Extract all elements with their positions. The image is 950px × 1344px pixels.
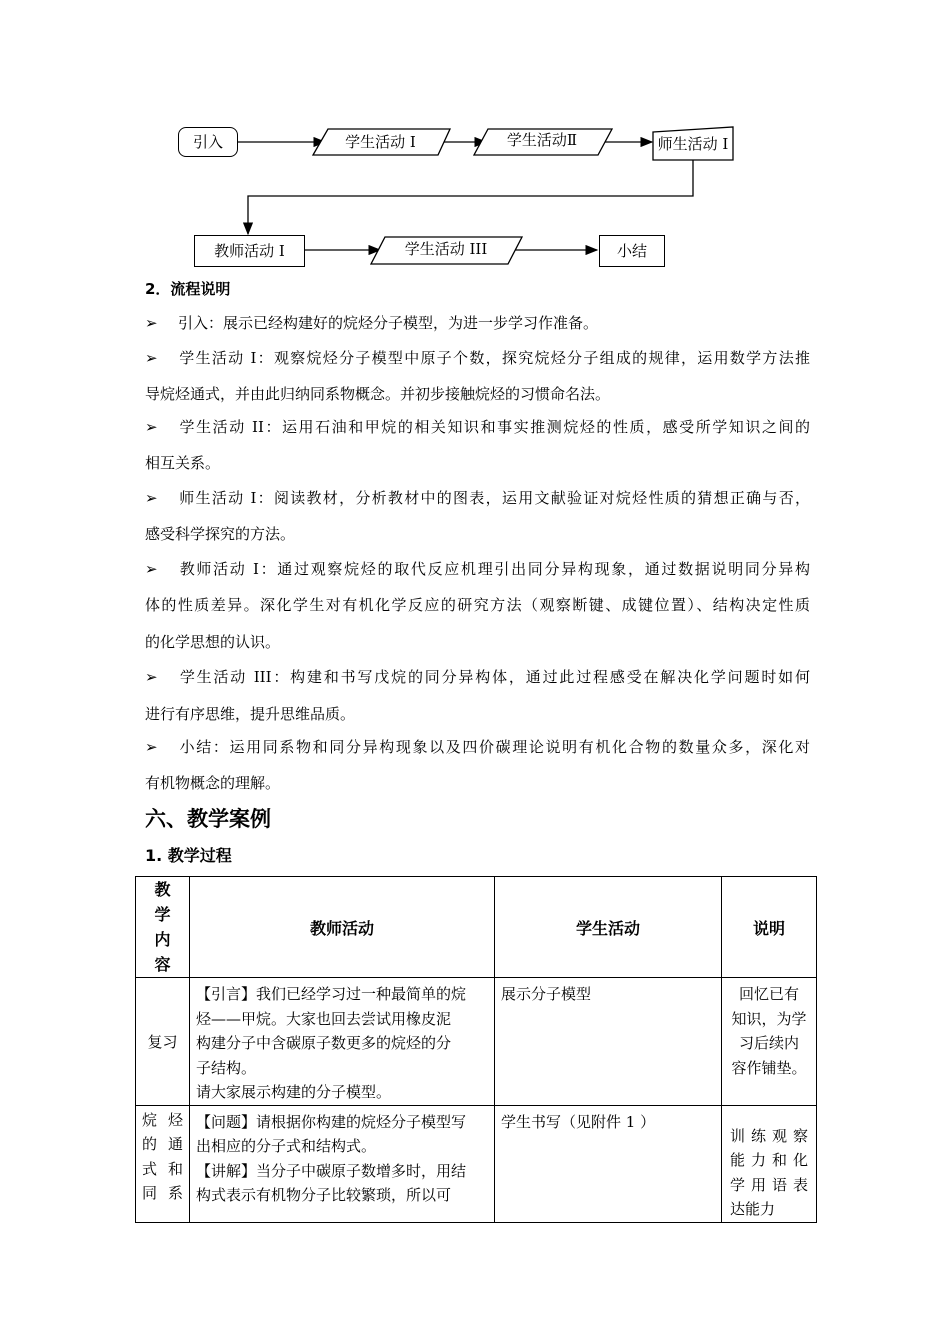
note-line: 容作铺垫。 xyxy=(731,1058,807,1077)
list-item-continuation xyxy=(145,384,810,404)
list-item xyxy=(145,667,810,687)
table-row xyxy=(136,1105,817,1222)
table-row xyxy=(136,978,817,1106)
teacher-line: 出相应的分子式和结构式。 xyxy=(196,1137,377,1155)
bullet-arrow-icon: ➢ xyxy=(145,489,158,507)
header-content-char: 容 xyxy=(154,955,171,974)
header-content-char: 内 xyxy=(154,930,171,949)
list-item-text: 教师活动 I：通过观察烷烃的取代反应机理引出同分异构现象，通过数据说明同分异构 xyxy=(178,560,810,578)
row-content-review: 复习 xyxy=(136,978,190,1106)
section-2-heading: 2．流程说明 xyxy=(145,280,231,298)
list-item-continuation xyxy=(145,595,810,615)
list-item-text: 导烷烃通式，并由此归纳同系物概念。并初步接触烷烃的习惯命名法。 xyxy=(145,385,611,403)
list-item xyxy=(145,737,810,757)
flow-student1: 学生活动 I xyxy=(345,132,416,151)
row-student-activity xyxy=(495,978,722,1106)
header-student-activity: 学生活动 xyxy=(495,877,722,978)
section-6-heading: 六、教学案例 xyxy=(145,807,271,831)
list-item-continuation xyxy=(145,704,810,724)
note-line: 达能力 xyxy=(730,1200,776,1218)
teacher-line: 烃——甲烷。大家也回去尝试用橡皮泥 xyxy=(196,1009,452,1028)
bullet-arrow-icon: ➢ xyxy=(145,349,158,367)
student-activity-text: 展示分子模型 xyxy=(501,985,592,1003)
row-note xyxy=(722,978,817,1106)
content-line: 式和 xyxy=(142,1159,183,1178)
row-teacher-activity xyxy=(190,978,495,1106)
row-note xyxy=(722,1105,817,1222)
list-item-text: 学生活动 II：运用石油和甲烷的相关知识和事实推测烷烃的性质，感受所学知识之间的 xyxy=(178,418,810,436)
row-teacher-activity xyxy=(190,1105,495,1222)
flow-summary: 小结 xyxy=(599,235,665,267)
list-item-text: 师生活动 I：阅读教材，分析教材中的图表，运用文献验证对烷烃性质的猜想正确与否， xyxy=(178,489,810,507)
list-item xyxy=(145,488,810,508)
bullet-arrow-icon: ➢ xyxy=(145,418,158,436)
teacher-line: 【引言】我们已经学习过一种最简单的烷 xyxy=(196,985,467,1003)
flow-intro: 引入 xyxy=(178,127,238,157)
note-line: 习后续内 xyxy=(738,1034,799,1052)
note-line: 能力和化 xyxy=(730,1151,808,1169)
list-item-text: 引入：展示已经构建好的烷烃分子模型，为进一步学习作准备。 xyxy=(178,314,599,332)
header-teacher-activity: 教师活动 xyxy=(190,877,495,978)
teacher-line: 【问题】请根据你构建的烷烃分子模型写 xyxy=(196,1112,467,1131)
bullet-arrow-icon: ➢ xyxy=(145,668,158,686)
header-notes: 说明 xyxy=(722,877,817,978)
list-item-continuation xyxy=(145,773,810,793)
list-item-text: 相互关系。 xyxy=(145,454,221,472)
list-item-text: 有机物概念的理解。 xyxy=(145,774,281,792)
list-item-text: 体的性质差异。深化学生对有机化学反应的研究方法（观察断键、成键位置）、结构决定性质 xyxy=(145,596,810,614)
bullet-arrow-icon: ➢ xyxy=(145,314,158,332)
list-item-continuation xyxy=(145,524,810,544)
teaching-process-table xyxy=(135,876,817,1223)
row-student-activity xyxy=(495,1105,722,1222)
list-item-text: 感受科学探究的方法。 xyxy=(145,525,296,543)
student-activity-text: 学生书写（见附件 1 ） xyxy=(501,1112,656,1131)
flow-student2: 学生活动Ⅱ xyxy=(506,130,578,149)
list-item xyxy=(145,559,810,579)
row-content-alkane-formula xyxy=(136,1105,190,1222)
teacher-line: 请大家展示构建的分子模型。 xyxy=(196,1083,392,1101)
list-item-text: 小结：运用同系物和同分异构现象以及四价碳理论说明有机化合物的数量众多，深化对 xyxy=(178,738,810,756)
list-item-text: 的化学思想的认识。 xyxy=(145,633,281,651)
list-item-text: 进行有序思维，提升思维品质。 xyxy=(145,705,356,723)
header-content-char: 学 xyxy=(154,905,171,924)
teacher-line: 构建分子中含碳原子数更多的烷烃的分 xyxy=(196,1034,452,1052)
teacher-line: 子结构。 xyxy=(196,1058,257,1077)
bullet-arrow-icon: ➢ xyxy=(145,560,158,578)
teacher-line: 【讲解】当分子中碳原子数增多时，用结 xyxy=(196,1161,467,1180)
list-item xyxy=(145,417,810,437)
list-item-text: 学生活动 III：构建和书写戊烷的同分异构体，通过此过程感受在解决化学问题时如何 xyxy=(178,668,810,686)
list-item-text: 学生活动 I：观察烷烃分子模型中原子个数，探究烷烃分子组成的规律，运用数学方法推 xyxy=(178,349,810,367)
list-item xyxy=(145,313,810,333)
header-content-char: 教 xyxy=(154,880,171,899)
note-line: 回忆已有 xyxy=(738,985,799,1003)
teaching-process-heading: 1. 教学过程 xyxy=(145,846,232,865)
note-line: 知识，为学 xyxy=(731,1009,807,1028)
flow-diagram xyxy=(0,0,950,280)
bullet-arrow-icon: ➢ xyxy=(145,738,158,756)
flow-student3: 学生活动 III xyxy=(404,239,488,258)
note-line: 学用语表 xyxy=(730,1175,808,1194)
arrow-ts1-teacher1 xyxy=(248,160,693,234)
content-line: 烷烃 xyxy=(142,1110,183,1129)
list-item-continuation xyxy=(145,453,810,473)
teacher-line: 构式表示有机物分子比较繁琐，所以可 xyxy=(196,1186,452,1204)
table-header-row xyxy=(136,877,817,978)
content-line: 的通 xyxy=(142,1135,183,1153)
flow-teacher1: 教师活动 I xyxy=(194,235,305,267)
note-line: 训练观察 xyxy=(730,1126,808,1145)
flow-teacher-student1: 师生活动 I xyxy=(657,134,729,153)
header-teaching-content xyxy=(136,877,190,978)
list-item-continuation xyxy=(145,632,810,652)
content-line: 同系 xyxy=(142,1184,183,1202)
list-item xyxy=(145,348,810,368)
